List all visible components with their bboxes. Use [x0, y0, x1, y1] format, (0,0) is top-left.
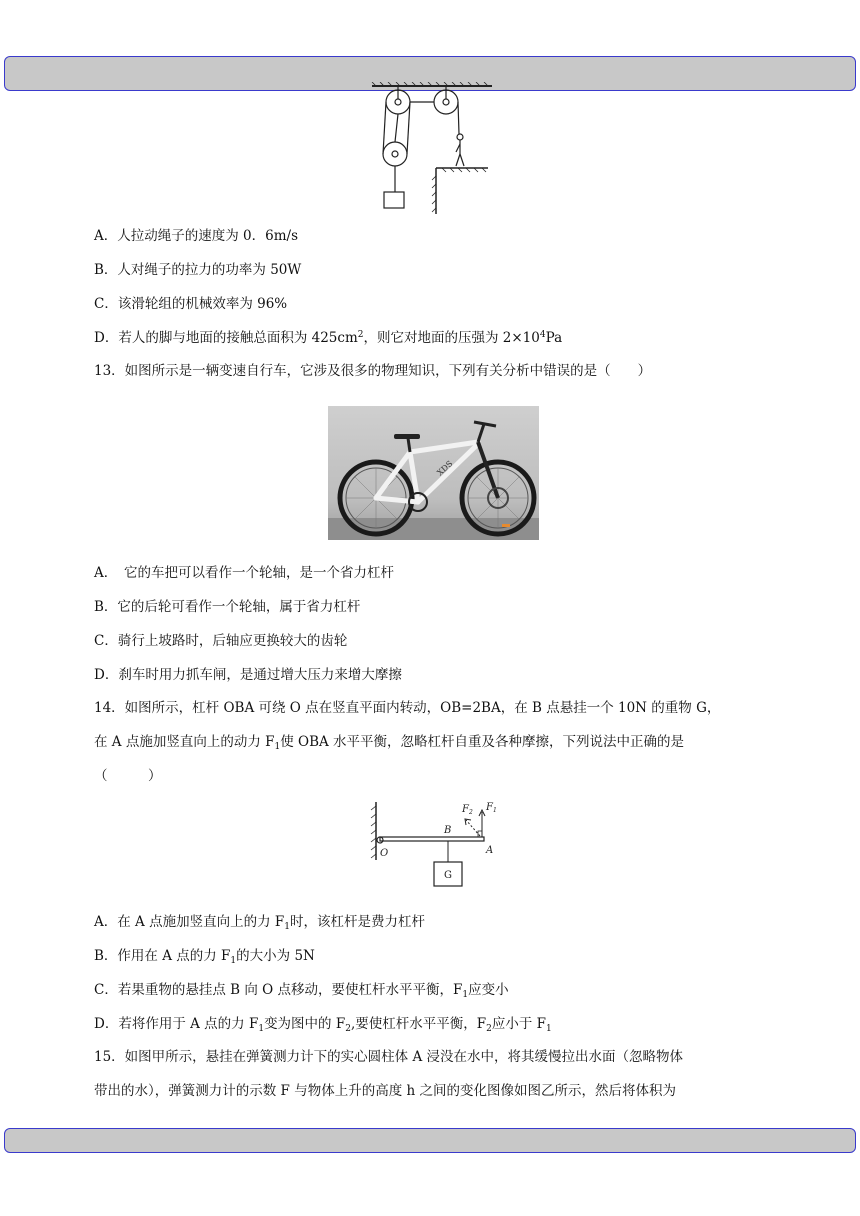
label-f2: $F_2$: [462, 804, 473, 816]
q13-option-c: C．骑行上坡路时，后轴应更换较大的齿轮: [94, 633, 348, 649]
label-a: A: [486, 845, 494, 856]
q14-stem-line2: 在 A 点施加竖直向上的动力 $F_1$使 OBA 水平平衡，忽略杠杆自重及各种摩擦，下列说法中正确的是: [94, 734, 685, 752]
q12-option-c: C．该滑轮组的机械效率为 96%: [94, 296, 288, 312]
q14-stem-line3: （ ）: [94, 768, 162, 784]
q13-option-a: A． 它的车把可以看作一个轮轴，是一个省力杠杆: [94, 565, 394, 581]
bike-logo-text: XDS: [435, 459, 455, 478]
footer-bar: [4, 1128, 856, 1153]
q12-option-a: A．人拉动绳子的速度为 0．6m/s: [94, 228, 298, 244]
q14-stem-line1: 14．如图所示，杠杆 OBA 可绕 O 点在竖直平面内转动，OB=2BA，在 B 点悬挂一个 10N 的重物 G，: [94, 700, 721, 716]
label-f1: $F_1$: [486, 802, 497, 814]
q13-option-b: B．它的后轮可看作一个轮轴，属于省力杠杆: [94, 599, 361, 615]
q15-stem-line2: 带出的水），弹簧测力计的示数 F 与物体上升的高度 h 之间的变化图像如图乙所示，然后将体积为: [94, 1083, 676, 1099]
label-o: O: [380, 848, 389, 859]
bicycle-photo: [328, 406, 539, 540]
q14-option-d: D．若将作用于 A 点的力 $F_1$变为图中的 $F_2$,要使杠杆水平平衡，$F_2$应小于 $F_1$: [94, 1016, 552, 1034]
q14-option-c: C．若果重物的悬挂点 B 向 O 点移动，要使杠杆水平平衡，$F_1$应变小: [94, 982, 509, 1000]
q14-option-b: B．作用在 A 点的力 $F_1$的大小为 5N: [94, 948, 315, 966]
lever-figure: [368, 798, 508, 892]
q13-stem: 13．如图所示是一辆变速自行车，它涉及很多的物理知识，下列有关分析中错误的是（ ）: [94, 363, 652, 379]
q12-option-b: B．人对绳子的拉力的功率为 50W: [94, 262, 302, 278]
q13-option-d: D．刹车时用力抓车闸，是通过增大压力来增大摩擦: [94, 667, 402, 683]
q14-option-a: A．在 A 点施加竖直向上的力 $F_1$时，该杠杆是费力杠杆: [94, 914, 425, 932]
pulley-system-figure: [370, 82, 494, 216]
q15-stem-line1: 15．如图甲所示，悬挂在弹簧测力计下的实心圆柱体 A 浸没在水中，将其缓慢拉出水面（忽略物体: [94, 1049, 684, 1065]
label-b: B: [444, 825, 452, 836]
q12-option-d: D．若人的脚与地面的接触总面积为 $425cm^2$，则它对地面的压强为 $2\times 10^4Pa$: [94, 330, 563, 346]
label-g: G: [444, 870, 452, 881]
